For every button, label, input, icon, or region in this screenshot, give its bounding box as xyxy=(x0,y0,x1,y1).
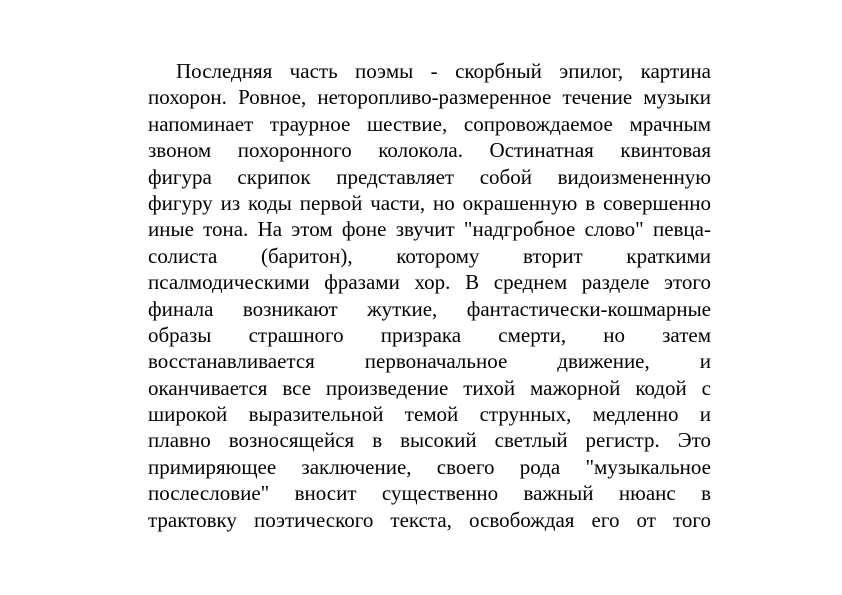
text-line: широкой выразительной темой струнных, медленно и xyxy=(148,402,711,427)
text-line: похорон. Ровное, неторопливо-размеренное течение музыки xyxy=(148,85,711,110)
text-line: восстанавливается первоначальное движение, и xyxy=(148,349,711,374)
text-line: псалмодическими фразами хор. В среднем разделе этого xyxy=(148,270,711,295)
text-line: напоминает траурное шествие, сопровождаемое мрачным xyxy=(148,111,711,136)
paragraph xyxy=(148,58,711,533)
text-line: примиряющее заключение, своего рода "музыкальное xyxy=(148,454,711,479)
text-line: Последняя часть поэмы - скорбный эпилог, картина xyxy=(176,59,711,83)
text-line: финала возникают жуткие, фантастически-кошмарные xyxy=(148,296,711,321)
text-line: фигура скрипок представляет собой видоизмененную xyxy=(148,164,711,189)
text-line: фигуру из коды первой части, но окрашенную в совершенно xyxy=(148,190,711,215)
text-line: послесловие" вносит существенно важный нюанс в xyxy=(148,481,711,506)
text-line: звоном похоронного колокола. Остинатная квинтовая xyxy=(148,138,711,163)
text-line: плавно возносящейся в высокий светлый регистр. Это xyxy=(148,428,711,453)
text-line: солиста (баритон), которому вторит краткими xyxy=(148,243,711,268)
text-line: образы страшного призрака смерти, но затем xyxy=(148,322,711,347)
text-line: оканчивается все произведение тихой мажорной кодой с xyxy=(148,375,711,400)
text-line: трактовку поэтического текста, освобождая его от того xyxy=(148,507,711,532)
text-line: иные тона. На этом фоне звучит "надгробное слово" певца- xyxy=(148,217,711,242)
